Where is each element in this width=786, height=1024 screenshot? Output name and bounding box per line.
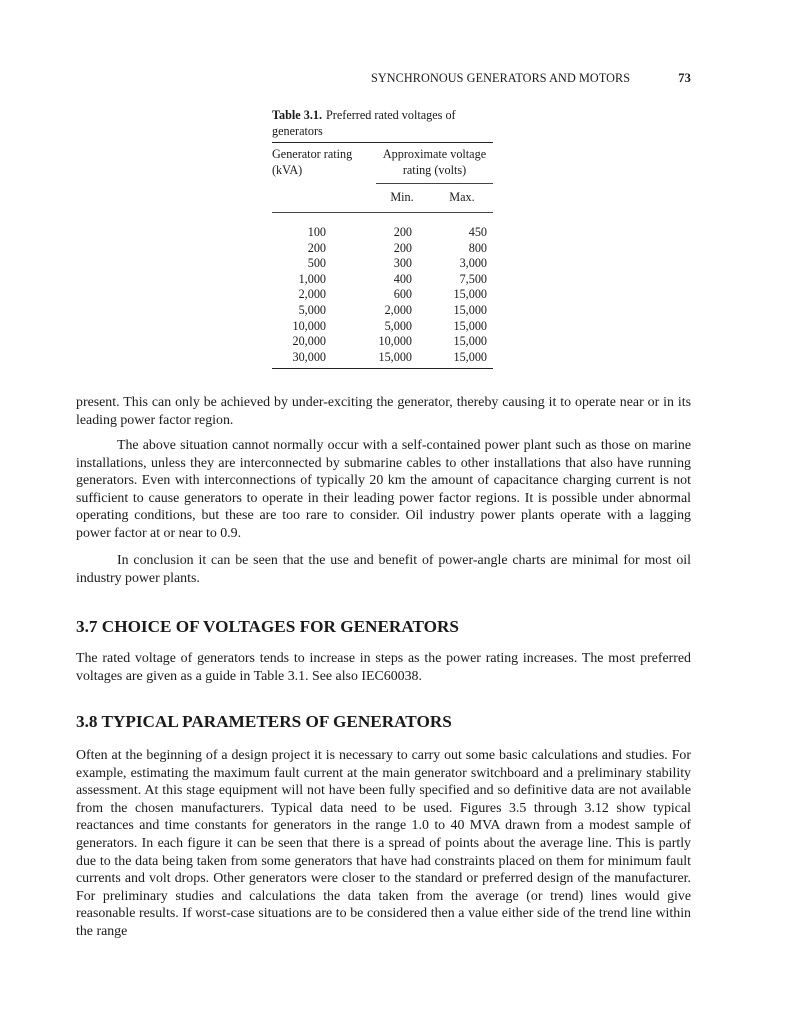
table-caption [272, 108, 493, 139]
cell-max: 450 [468, 225, 487, 239]
table-row [272, 303, 493, 319]
paragraph-conclusion-text: In conclusion it can be seen that the use and benefit of power-angle charts are minimal for most oil industry power plants. [76, 553, 691, 586]
cell-min: 200 [393, 240, 412, 255]
table-row [272, 350, 493, 366]
cell-kva: 30,000 [292, 349, 326, 364]
col-header-min: Min. [390, 190, 414, 204]
table-row [272, 334, 493, 350]
cell-max: 15,000 [453, 318, 487, 333]
cell-min: 200 [393, 225, 412, 239]
col-header-generator-rating: Generator rating (kVA) [272, 147, 353, 177]
cell-min: 600 [393, 287, 412, 302]
paragraph-present-text: present. This can only be achieved by under-exciting the generator, thereby causing it to operate near or in its leading power factor region. [76, 395, 691, 428]
page-number: 73 [678, 71, 691, 85]
col-header-voltage-rating: Approximate voltage rating (volts) [382, 147, 487, 177]
table-header [272, 143, 493, 221]
cell-min: 10,000 [378, 334, 412, 349]
cell-kva: 100 [307, 225, 326, 239]
cell-kva: 2,000 [298, 287, 326, 302]
cell-min: 5,000 [384, 318, 412, 333]
section-heading-3-7: 3.7 CHOICE OF VOLTAGES FOR GENERATORS [76, 617, 459, 636]
cell-max: 15,000 [453, 334, 487, 349]
paragraph-conclusion [76, 552, 691, 587]
cell-kva: 10,000 [292, 318, 326, 333]
table-body [272, 221, 493, 368]
cell-kva: 200 [307, 240, 326, 255]
cell-min: 2,000 [384, 302, 412, 317]
table-row [272, 241, 493, 257]
paragraph-rated [76, 650, 691, 685]
cell-min: 300 [393, 256, 412, 271]
cell-max: 15,000 [453, 349, 487, 364]
section-heading-3-8: 3.8 TYPICAL PARAMETERS OF GENERATORS [76, 712, 452, 731]
table-row [272, 319, 493, 335]
table-bottom-rule [272, 368, 493, 369]
cell-kva: 500 [307, 256, 326, 271]
paragraph-rated-text: The rated voltage of generators tends to increase in steps as the power rating increases. The most preferred voltages are given as a guide in Table 3.1. See also IEC60038. [76, 651, 691, 684]
header-bottom-rule [272, 212, 493, 213]
table-row [272, 225, 493, 241]
cell-kva: 5,000 [298, 302, 326, 317]
table-row [272, 256, 493, 272]
cell-max: 15,000 [453, 302, 487, 317]
paragraph-often [76, 747, 691, 941]
header-span-rule [376, 183, 493, 184]
cell-max: 3,000 [459, 256, 487, 271]
running-title: SYNCHRONOUS GENERATORS AND MOTORS [371, 71, 631, 85]
cell-min: 15,000 [378, 349, 412, 364]
paragraph-above-text: The above situation cannot normally occur with a self-contained power plant such as those on marine installations, unless they are interconnected by submarine cables to other installations that also have running generators. Even with interconnections of typically 20 km the amount of capacitance charging current is not sufficient to cause generators to operate in their leading power factor regions. It is possible under abnormal operating conditions, but these are too rare to consider. Oil industry power plants operate with a lagging power factor at or near to 0.9. [76, 438, 691, 541]
cell-max: 800 [468, 240, 487, 255]
cell-max: 15,000 [453, 287, 487, 302]
paragraph-present [76, 394, 691, 429]
col-header-max: Max. [449, 190, 475, 204]
paragraph-often-text: Often at the beginning of a design project it is necessary to carry out some basic calculations and studies. For example, estimating the maximum fault current at the main generator switchboard and a preliminary stability assessment. At this stage equipment will not have been fully specified and so definitive data are not available from the chosen manufacturers. Typical data need to be used. Figures 3.5 through 3.12 show typical reactances and time constants for generators in the range 1.0 to 40 MVA drawn from a modest sample of generators. In each figure it can be seen that there is a spread of points about the average line. This is partly due to the data being taken from some generators that have had constraints placed on them for minimum fault currents and volt drops. Other generators were closer to the standard or preferred design of the manufacturer. For preliminary studies and calculations the data taken from the average (or trend) lines would give reasonable results. If worst-case situations are to be considered then a value either side of the trend line within the range [76, 748, 691, 939]
table-label: Table 3.1. [272, 108, 323, 122]
cell-kva: 1,000 [298, 271, 326, 286]
paragraph-above [76, 437, 691, 543]
cell-max: 7,500 [459, 271, 487, 286]
table-row [272, 287, 493, 303]
table-caption-text: Preferred rated voltages of generators [272, 108, 456, 138]
cell-min: 400 [393, 271, 412, 286]
table-row [272, 272, 493, 288]
cell-kva: 20,000 [292, 334, 326, 349]
table-3-1 [272, 108, 493, 369]
